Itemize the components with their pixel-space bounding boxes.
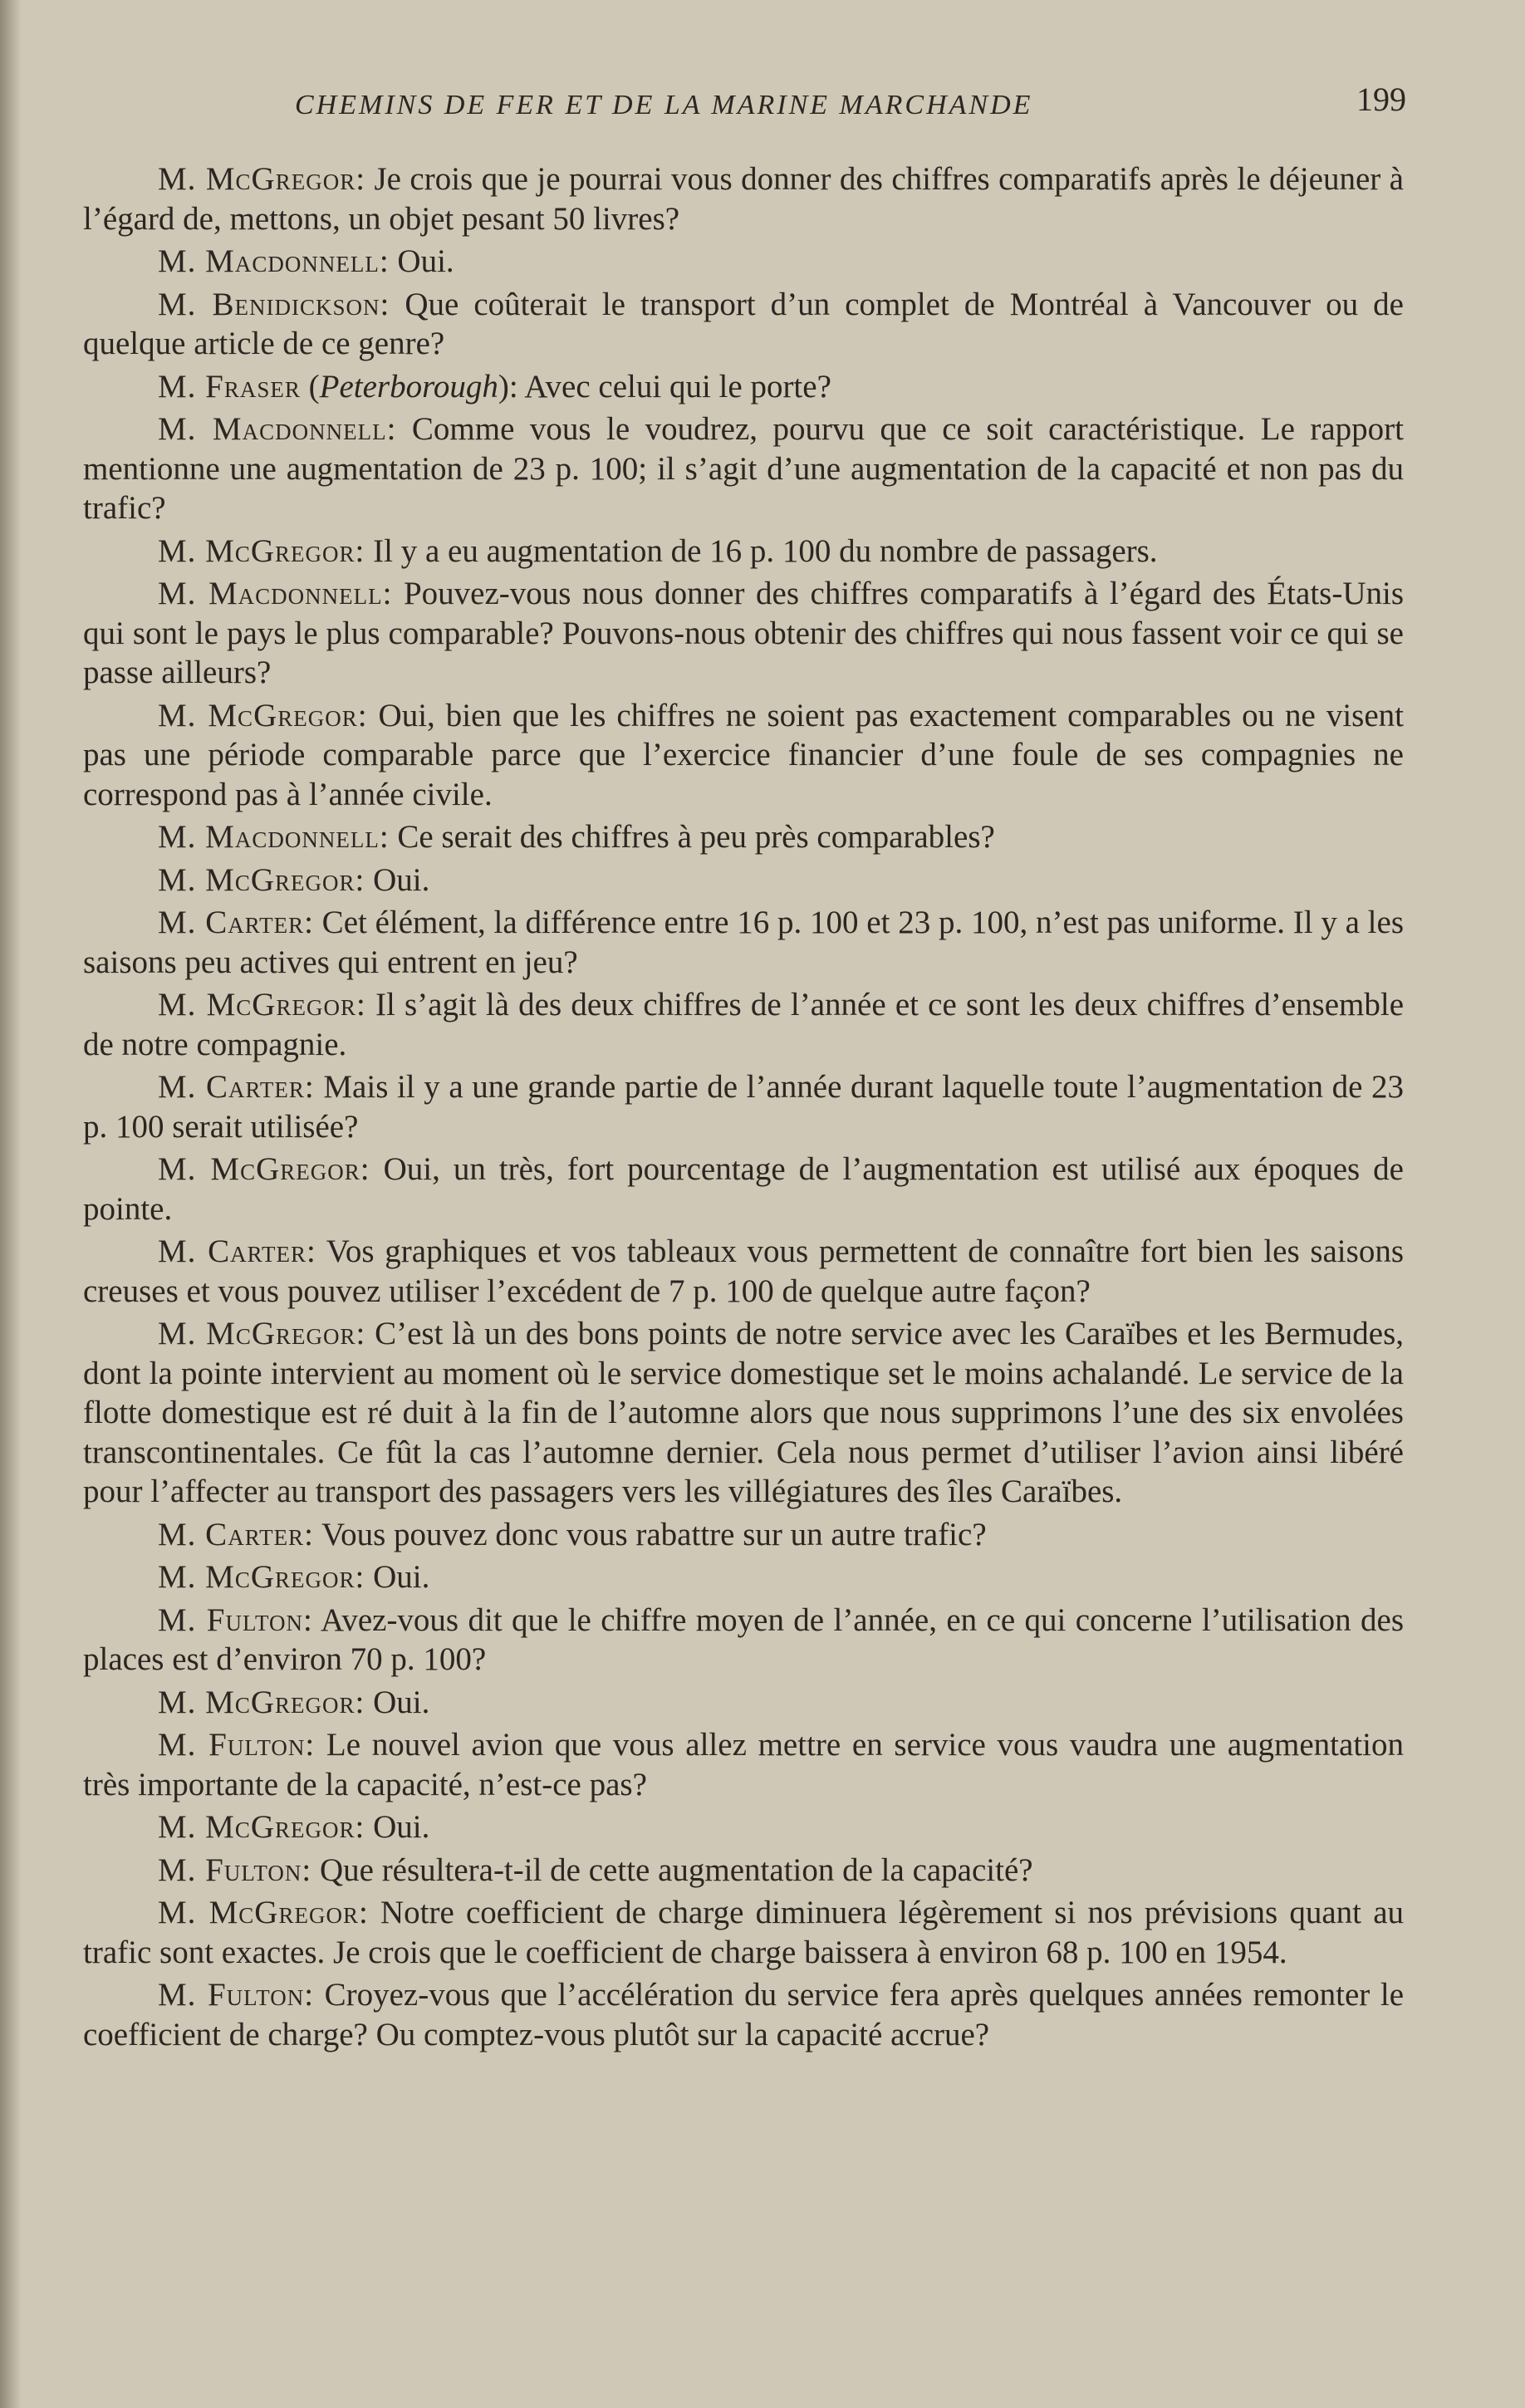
speaker-riding: Peterborough [319,368,498,405]
exchange-paragraph [83,574,1404,693]
exchange-paragraph [83,696,1404,815]
exchange-paragraph [83,1557,1404,1597]
speaker-name: M. McGregor: [158,532,365,569]
speaker-name: M. Fulton: [158,1727,316,1763]
speaker-name: M. Carter: [158,1069,315,1105]
exchange-paragraph [83,1067,1404,1146]
speech-text: Cet élément, la différence entre 16 p. 100 et 23 p. 100, n’est pas uniforme. Il y a les saisons peu actives qui entrent en jeu? [83,905,1404,980]
speaker-name: M. McGregor: [158,697,368,733]
exchange-paragraph [83,1683,1404,1723]
speech-text: Notre coefficient de charge diminuera légèrement si nos prévisions quant au trafic sont exactes. Je crois que le coefficient de charge baissera à environ 68 p. 100 en 1954. [83,1895,1404,1970]
speech-text: Le nouvel avion que vous allez mettre en service vous vaudra une augmentation très importante de la capacité, n’est-ce pas? [83,1727,1405,1802]
page-number: 199 [1356,81,1406,118]
exchange-paragraph [83,1314,1404,1512]
exchange-paragraph [83,1515,1404,1555]
speaker-name: M. McGregor: [158,1895,369,1930]
exchange-paragraph [83,861,1404,900]
speech-text: Que résultera-t-il de cette augmentation de la capacité? [311,1851,1033,1888]
speech-text: Oui, un très, fort pourcentage de l’augmentation est utilisé aux époques de pointe. [83,1151,1404,1227]
exchange-paragraph [83,1807,1404,1847]
page-header [83,76,1404,130]
speaker-name: M. McGregor: [158,861,365,898]
speaker-name: M. Macdonnell: [158,819,390,855]
transcript-body [83,159,1404,2054]
speaker-name: M. McGregor: [158,1684,365,1720]
speech-text: C’est là un des bons points de notre service avec les Caraïbes et les Bermudes, dont la pointe intervient au moment où le service domestique set le moins achalandé. Le service de la flotte domestique est ré duit à la fin de l’automne alors que nous supprimons l’une des six envolées transcontinentales. Ce fût la cas l’automne dernier. Cela nous permet d’utiliser l’avion ainsi libéré pour l’affecter au transport des passagers vers les villégiatures des îles Caraïbes. [83,1316,1404,1509]
speech-text: Ce serait des chiffres à peu près comparables? [389,819,995,855]
speaker-name: M. Fraser [158,368,301,405]
exchange-paragraph [83,285,1404,364]
speaker-name: M. Carter: [158,1516,314,1552]
exchange-paragraph [83,1232,1404,1311]
running-head: CHEMINS DE FER ET DE LA MARINE MARCHANDE [295,90,1033,120]
exchange-paragraph [83,1601,1404,1680]
speech-text: Vous pouvez donc vous rabattre sur un autre trafic? [313,1516,987,1552]
exchange-paragraph [83,1150,1404,1229]
speech-text: Vos graphiques et vos tableaux vous permettent de connaître fort bien les saisons creuses et vous pouvez utiliser l’excédent de 7 p. 100 de quelque autre façon? [83,1233,1404,1309]
speaker-name: M. McGregor: [158,161,366,197]
exchange-paragraph [83,1725,1404,1804]
exchange-paragraph [83,903,1404,982]
speaker-name: M. Macdonnell: [158,243,390,279]
speaker-name: M. Fulton: [158,1601,313,1638]
speech-text: Je crois que je pourrai vous donner des chiffres comparatifs après le déjeuner à l’égard de, mettons, un objet pesant 50 livres? [83,161,1404,237]
speech-text: Que coûterait le transport d’un complet de Montréal à Vancouver ou de quelque article de ce genre? [83,286,1404,361]
exchange-paragraph [83,410,1404,528]
exchange-paragraph [83,159,1404,238]
speech-text: Il y a eu augmentation de 16 p. 100 du nombre de passagers. [365,532,1158,569]
speaker-name: M. McGregor: [158,987,366,1023]
exchange-paragraph [83,985,1404,1064]
book-spine-shadow [0,0,22,2408]
exchange-paragraph [83,817,1404,857]
document-page [83,76,1404,2369]
speaker-name: M. McGregor: [158,1151,370,1187]
speech-text: Pouvez-vous nous donner des chiffres comparatifs à l’égard des États-Unis qui sont le pays le plus comparable? Pouvons-nous obtenir des chiffres qui nous fassent voir ce qui se passe ailleurs? [83,576,1404,690]
speech-text: Oui. [365,1684,430,1720]
speech-text: Oui. [365,1809,430,1845]
speech-text: Croyez-vous que l’accélération du service fera après quelques années remonter le coefficient de charge? Ou comptez-vous plutôt sur la capacité accrue? [83,1977,1405,2052]
speech-text: Oui. [365,1559,430,1595]
speaker-name: M. Benidickson: [158,286,390,322]
exchange-paragraph [83,242,1404,282]
exchange-paragraph: M. Fraser (Peterborough): Avec celui qui le porte? [158,368,831,405]
exchange-paragraph [83,1893,1404,1972]
speaker-name: M. McGregor: [158,1809,365,1845]
speaker-name: M. McGregor: [158,1559,365,1595]
speech-text: Avez-vous dit que le chiffre moyen de l’année, en ce qui concerne l’utilisation des places est d’environ 70 p. 100? [83,1601,1404,1677]
speaker-name: M. Carter: [158,1233,316,1269]
speech-text: Oui, bien que les chiffres ne soient pas exactement comparables ou ne visent pas une période comparable parce que l’exercice financier d’une foule de ses compagnies ne correspond pas à l’année civile. [83,697,1404,812]
speech-text: Mais il y a une grande partie de l’année durant laquelle toute l’augmentation de 23 p. 100 serait utilisée? [83,1069,1404,1145]
speaker-name: M. Macdonnell: [158,411,397,447]
speaker-name: M. Fulton: [158,1851,312,1888]
speech-text: Oui. [389,243,454,279]
speaker-name: M. Fulton: [158,1977,315,2013]
speech-text: Oui. [365,861,430,898]
speaker-name: M. Macdonnell: [158,576,393,611]
exchange-paragraph [83,532,1404,571]
speech-text: : Avec celui qui le porte? [508,368,831,405]
speaker-name: M. McGregor: [158,1316,366,1351]
speech-text: Il s’agit là des deux chiffres de l’année et ce sont les deux chiffres d’ensemble de notre compagnie. [83,987,1404,1062]
exchange-paragraph [83,1975,1404,2054]
exchange-paragraph [83,1851,1404,1891]
speech-text: Comme vous le voudrez, pourvu que ce soit caractéristique. Le rapport mentionne une augmentation de 23 p. 100; il s’agit d’une augmentation de la capacité et non pas du trafic? [83,411,1405,526]
speaker-name: M. Carter: [158,905,314,940]
